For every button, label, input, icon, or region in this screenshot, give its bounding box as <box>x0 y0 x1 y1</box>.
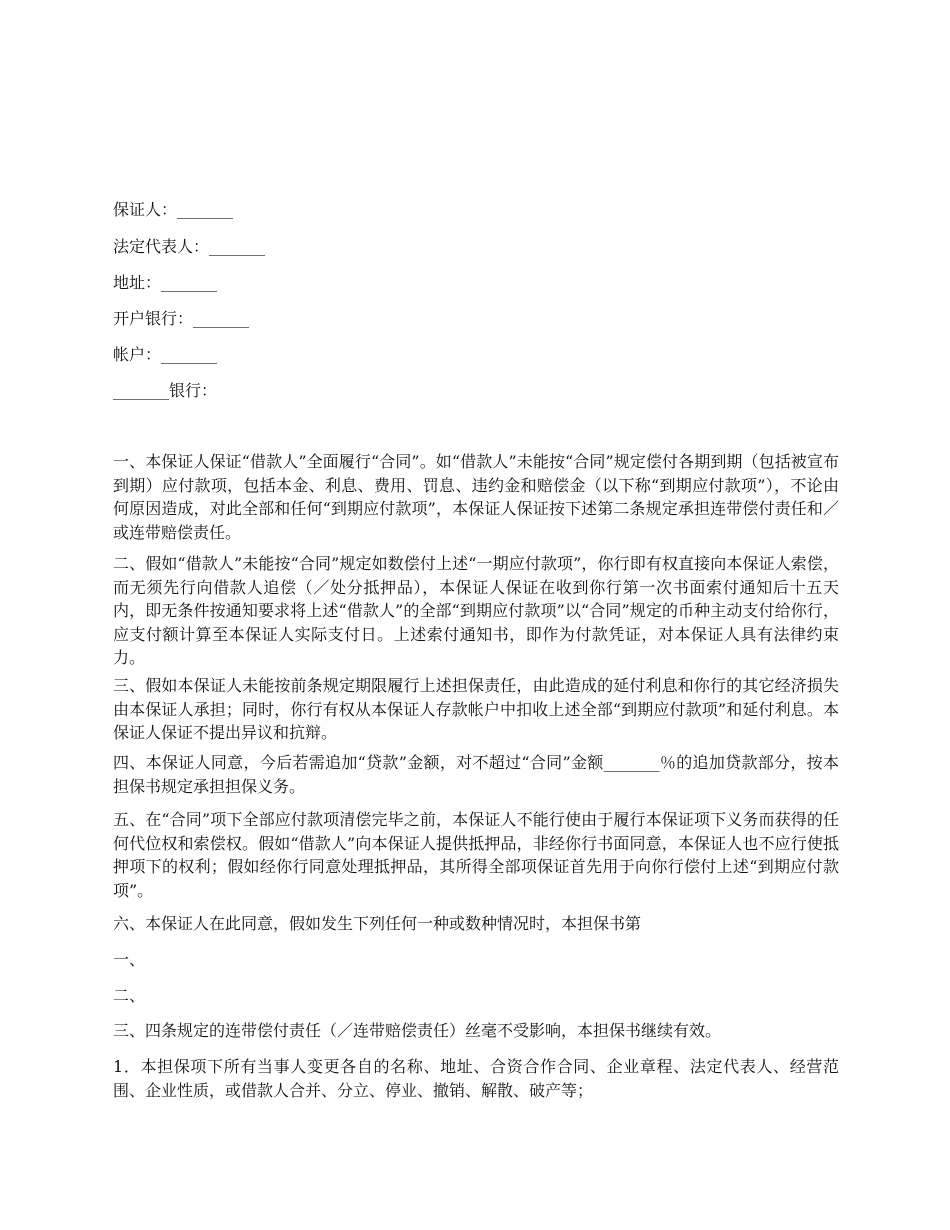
account-field: 帐户：_______ <box>113 345 218 364</box>
clause-6: 六、本保证人在此同意，假如发生下列任何一种或数种情况时，本担保书第 <box>113 914 642 933</box>
clause-4: 四、本保证人同意，今后若需追加“贷款”金额，对不超过“合同”金额_______％的追加贷款部分，按本担保书规定承担担保义务。 <box>113 753 839 796</box>
clause-2: 二、假如“借款人”未能按“合同”规定如数偿付上述“一期应付款项”，你行即有权直接向本保证人索偿，而无须先行向借款人追偿（／处分抵押品），本保证人保证在收到你行第一次书面索付通知后十五天内，即无条件按通知要求将上述“借款人”的全部“到期应付款项”以“合同”规定的币种主动支付给你行，应支付额计算至本保证人实际支付日。上述索付通知书，即作为付款凭证，对本保证人具有法律约束力。 <box>113 554 839 667</box>
item-two: 二、 <box>113 986 146 1005</box>
bank-field: 开户银行：_______ <box>113 309 250 328</box>
clause-5: 五、在“合同”项下全部应付款项清偿完毕之前，本保证人不能行使由于履行本保证项下义务而获得的任何代位权和索偿权。假如“借款人”向本保证人提供抵押品，非经你行书面同意，本保证人也不应行使抵押项下的权利；假如经你行同意处理抵押品，其所得全部项保证首先用于向你行偿付上述“到期应付款项”。 <box>113 810 839 900</box>
addressee-bank-field: _______银行： <box>113 381 218 400</box>
legal-representative-field: 法定代表人：_______ <box>113 237 266 256</box>
guarantor-field: 保证人：_______ <box>113 200 234 219</box>
clause-3: 三、假如本保证人未能按前条规定期限履行上述担保责任，由此造成的延付利息和你行的其它经济损失由本保证人承担；同时，你行有权从本保证人存款帐户中扣收上述全部“到期应付款项”和延付利息。本保证人保证不提出异议和抗辩。 <box>113 676 839 742</box>
item-one: 一、 <box>113 950 146 969</box>
condition-1: 1．本担保项下所有当事人变更各自的名称、地址、合资合作合同、企业章程、法定代表人、经营范围、企业性质，或借款人合并、分立、停业、撤销、解散、破产等； <box>113 1057 839 1100</box>
address-field: 地址：_______ <box>113 273 218 292</box>
clause-1: 一、本保证人保证“借款人”全面履行“合同”。如“借款人”未能按“合同”规定偿付各期到期（包括被宣布到期）应付款项，包括本金、利息、费用、罚息、违约金和赔偿金（以下称“到期应付款项”），不论由何原因造成，对此全部和任何“到期应付款项”，本保证人保证按下述第二条规定承担连带偿付责任和／或连带赔偿责任。 <box>113 452 839 542</box>
item-three-four: 三、四条规定的连带偿付责任（／连带赔偿责任）丝毫不受影响，本担保书继续有效。 <box>113 1021 722 1040</box>
